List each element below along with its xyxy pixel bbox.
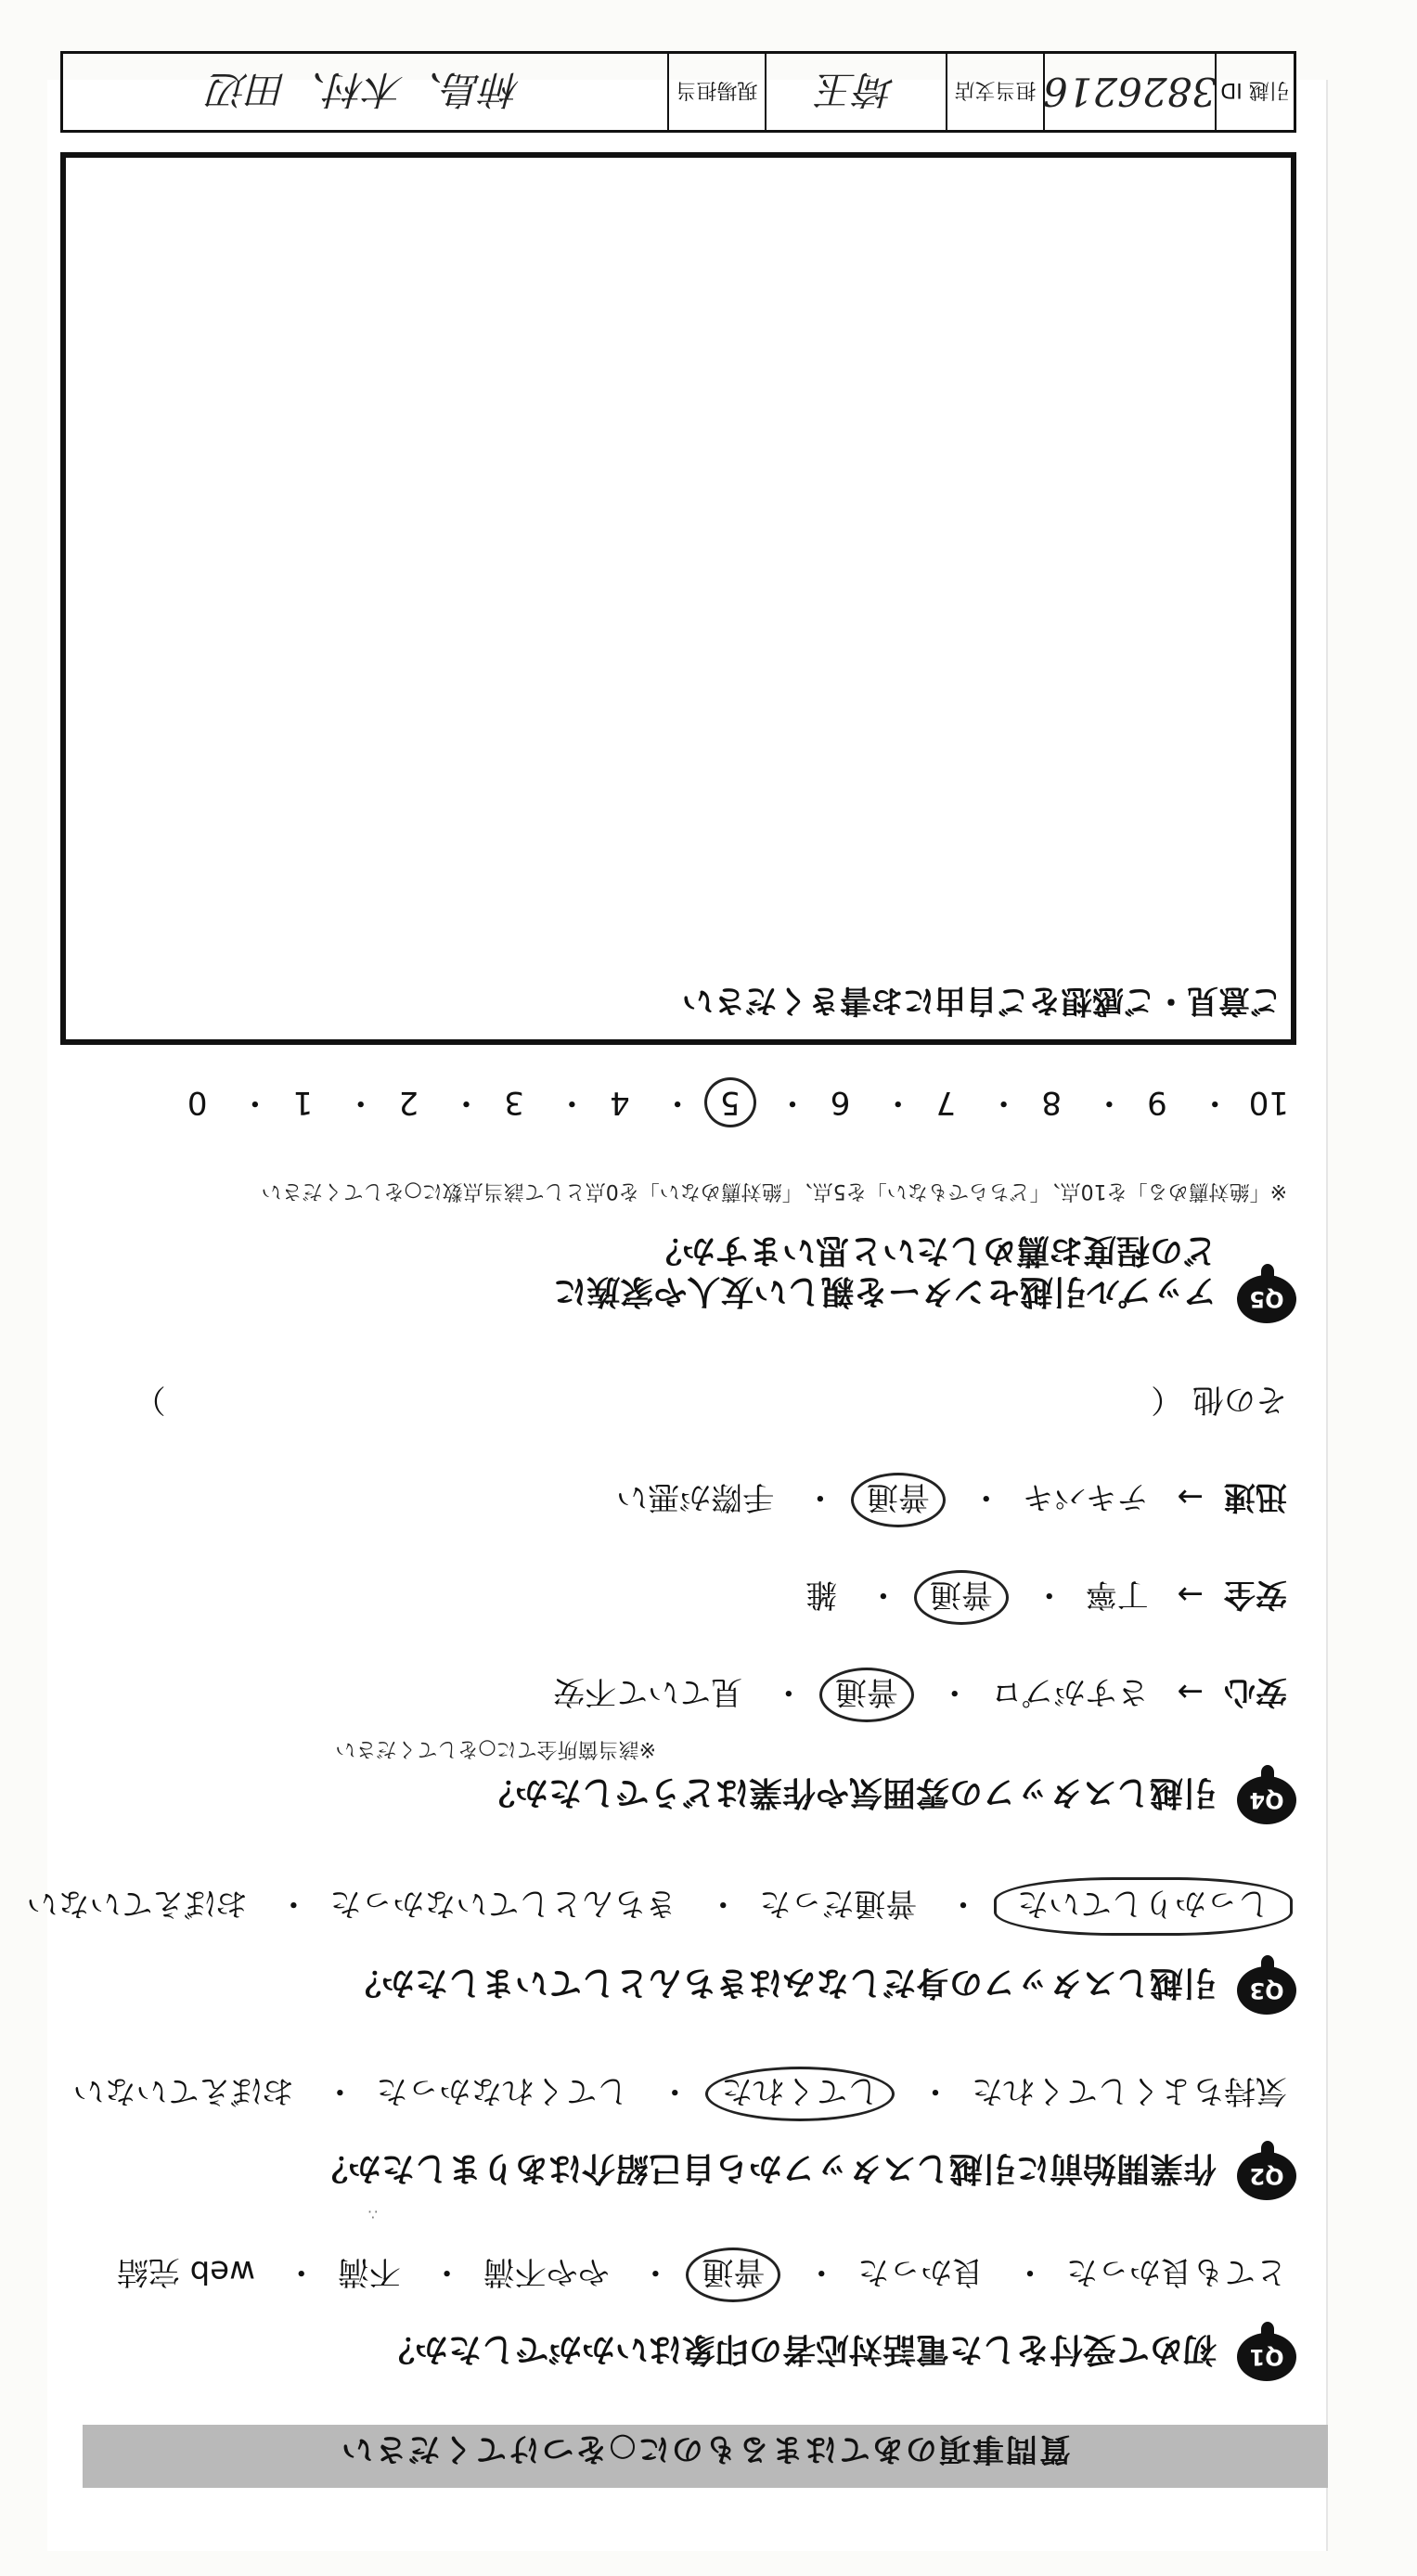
q1-text: 初めて受付をした電話対応者の印象はいかがでしたか？ xyxy=(380,2330,1217,2368)
score-8[interactable]: 8 xyxy=(1041,1084,1062,1121)
q4-row-anzen-opt-3[interactable]: 雑 xyxy=(805,1576,838,1613)
question-q4 xyxy=(90,1769,1296,1824)
q4-badge: Q4 xyxy=(1237,1776,1296,1824)
question-q1 xyxy=(90,2325,1296,2381)
q1-option-4[interactable]: やや不満 xyxy=(483,2253,610,2290)
score-4[interactable]: 4 xyxy=(610,1084,630,1121)
instruction-text: 質問事項のあてはまるものに○をつけてください xyxy=(340,2430,1071,2467)
id-label: 引越 ID xyxy=(1220,78,1290,102)
q2-option-3[interactable]: してくれなかった xyxy=(376,2072,629,2109)
q4-row-jinsoku: 迅速→ テキパキ・ 普通・ 手際が悪い xyxy=(616,1477,1287,1523)
staff-value: 柿島、木村、田辺 xyxy=(209,67,522,112)
q2-option-2-circled[interactable]: してくれた xyxy=(705,2067,895,2121)
q4-other xyxy=(62,1380,1287,1425)
q2-badge: Q2 xyxy=(1237,2152,1296,2200)
instruction-banner xyxy=(83,2425,1328,2488)
score-9[interactable]: 9 xyxy=(1147,1084,1167,1121)
q2-option-4[interactable]: おぼえていない xyxy=(72,2072,294,2109)
staff-label: 現場担当 xyxy=(676,78,758,102)
q3-badge: Q3 xyxy=(1237,1966,1296,2015)
score-7[interactable]: 7 xyxy=(935,1084,957,1121)
q3-option-2[interactable]: 普通だった xyxy=(759,1885,918,1922)
q4-row-jinsoku-opt-2-circled[interactable]: 普通 xyxy=(851,1473,946,1527)
q1-options: とても良かった・ 良かった・ 普通・ やや不満・ 不満・ web 完結 xyxy=(117,2252,1287,2298)
staff-label-cell xyxy=(667,54,765,130)
id-label-cell xyxy=(1215,54,1294,130)
q2-option-1[interactable]: 気持ちよくしてくれた xyxy=(972,2072,1287,2109)
comment-box[interactable] xyxy=(60,152,1296,1045)
q1-option-3-circled[interactable]: 普通 xyxy=(686,2248,780,2302)
q4-other-label: その他 （ xyxy=(1151,1381,1287,1418)
q2-text: 作業開始前に引越しスタッフから自己紹介はありましたか？ xyxy=(314,2149,1217,2187)
q4-other-close: ） xyxy=(134,1381,166,1418)
q4-row-anshin-opt-2-circled[interactable]: 普通 xyxy=(819,1668,914,1722)
q4-row-jinsoku-opt-1[interactable]: テキパキ xyxy=(1022,1478,1149,1515)
id-table xyxy=(60,51,1296,133)
score-10[interactable]: 10 xyxy=(1248,1084,1289,1121)
q5-note: ※「絶対薦める」を10点、「どちらでもない」を5点、「絶対薦めない」を0点として該当点数に○をしてください xyxy=(261,1179,1287,1203)
score-5-circled[interactable]: 5 xyxy=(704,1077,756,1127)
q4-row-anzen-opt-2-circled[interactable]: 普通 xyxy=(914,1570,1009,1625)
q5-badge: Q5 xyxy=(1237,1275,1296,1323)
branch-label: 担当支店 xyxy=(954,78,1037,102)
id-value: 3826216 xyxy=(1042,69,1217,115)
question-q2 xyxy=(90,2145,1296,2200)
question-q5 xyxy=(90,1221,1296,1323)
score-2[interactable]: 2 xyxy=(398,1084,419,1121)
q4-row-anshin: 安心→ さすがプロ・ 普通・ 見ていて不安 xyxy=(553,1672,1287,1718)
branch-value-cell xyxy=(765,54,946,130)
q4-row-anshin-opt-3[interactable]: 見ていて不安 xyxy=(553,1673,743,1710)
q1-badge: Q1 xyxy=(1237,2333,1296,2381)
q1-option-5[interactable]: 不満 xyxy=(337,2253,401,2290)
q4-row-anshin-opt-1[interactable]: さすがプロ xyxy=(990,1673,1149,1710)
q2-options: 気持ちよくしてくれた・ してくれた・ してくれなかった・ おぼえていない xyxy=(73,2071,1287,2117)
q4-row-jinsoku-opt-3[interactable]: 手際が悪い xyxy=(616,1478,775,1515)
q3-option-3[interactable]: きちんとしていなかった xyxy=(329,1885,677,1922)
scan-smudge: ∴ xyxy=(367,2206,378,2223)
q4-note: ※該当箇所全てに○をしてください xyxy=(335,1737,656,1760)
q4-row-anshin-label: 安心 xyxy=(1224,1673,1287,1710)
q3-option-4[interactable]: おぼえていない xyxy=(26,1885,248,1922)
q5-text-line2: どの程度お薦めしたいと思いますか？ xyxy=(648,1231,1217,1269)
branch-value: 埼玉 xyxy=(817,67,895,112)
q4-row-anzen-label: 安全 xyxy=(1224,1576,1287,1613)
score-1[interactable]: 1 xyxy=(292,1084,314,1121)
q5-text-line1: アップル引越センターを親しい友人や家族に xyxy=(553,1272,1217,1310)
q5-score-scale: 10・ 9・ 8・ 7・ 6・ 5・ 4・ 3・ 2・ 1・ 0 xyxy=(184,1083,1289,1128)
question-q3 xyxy=(90,1959,1296,2015)
q4-text: 引越しスタッフの雰囲気や作業はどうでしたか？ xyxy=(481,1773,1217,1811)
q3-text: 引越しスタッフの身だしなみはきちんとしていましたか？ xyxy=(347,1964,1217,2002)
q1-option-2[interactable]: 良かった xyxy=(857,2253,985,2290)
id-value-cell xyxy=(1043,54,1215,130)
q1-option-6[interactable]: web 完結 xyxy=(116,2253,255,2290)
score-6[interactable]: 6 xyxy=(830,1084,851,1121)
comment-title: ご意見・ご感想をご自由にお書きください xyxy=(682,982,1282,1019)
q3-options: しっかりしていた・ 普通だった・ きちんとしていなかった・ おぼえていない xyxy=(27,1882,1287,1931)
score-3[interactable]: 3 xyxy=(504,1084,524,1121)
q1-option-1[interactable]: とても良かった xyxy=(1066,2253,1287,2290)
score-0[interactable]: 0 xyxy=(187,1084,208,1121)
q4-row-jinsoku-label: 迅速 xyxy=(1224,1478,1287,1515)
branch-label-cell xyxy=(946,54,1043,130)
q4-row-anzen-opt-1[interactable]: 丁寧 xyxy=(1085,1576,1149,1613)
q4-row-anzen: 安全→ 丁寧・ 普通・ 雑 xyxy=(805,1575,1287,1620)
q3-option-1-circled[interactable]: しっかりしていた xyxy=(994,1877,1293,1936)
staff-value-cell xyxy=(63,54,667,130)
